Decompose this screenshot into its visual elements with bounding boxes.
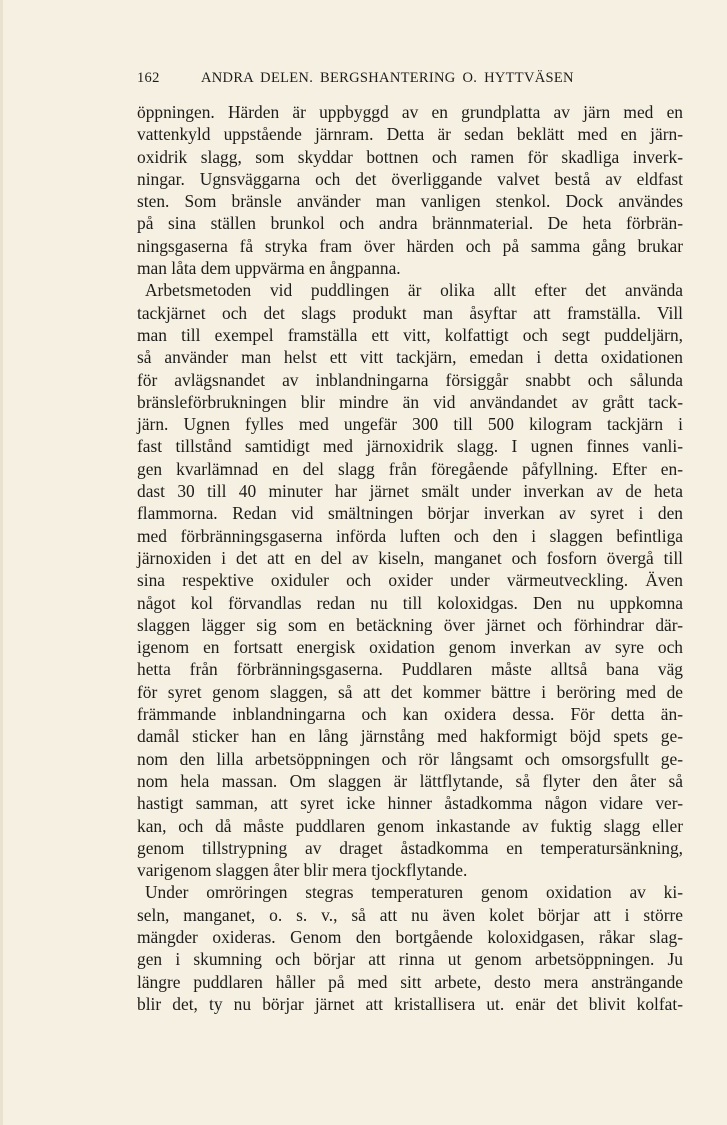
text-line: ningsgaserna få stryka fram över härden och på samma gång brukar xyxy=(137,235,683,256)
text-line: hetta från förbränningsgaserna. Puddlaren måste alltså bana väg xyxy=(137,659,683,680)
text-line: främmande inblandningarna och kan oxidera dessa. För detta än- xyxy=(137,704,683,725)
text-line: bränsleförbrukningen blir mindre än vid användandet av grått tack- xyxy=(137,391,683,412)
text-line: järn. Ugnen fylles med ungefär 300 till 500 kilogram tackjärn i xyxy=(137,414,683,435)
text-line: med förbränningsgaserna införda luften och den i slaggen befintliga xyxy=(137,525,683,546)
text-line: gen kvarlämnad en del slagg från föregående påfyllning. Efter en- xyxy=(137,458,683,479)
text-line: gen i skumning och börjar att rinna ut genom arbetsöppningen. Ju xyxy=(137,949,683,970)
text-line: för syret genom slaggen, så att det kommer bättre i beröring med de xyxy=(137,681,683,702)
text-line: på sina ställen brunkol och andra brännmaterial. De heta förbrän- xyxy=(137,213,683,234)
text-line: nom hela massan. Om slaggen är lättflytande, så flyter den åter så xyxy=(137,770,683,791)
text-line: dast 30 till 40 minuter har järnet smält under inverkan av de heta xyxy=(137,481,683,502)
text-line: vattenkyld uppstående järnram. Detta är sedan beklätt med en järn- xyxy=(137,124,683,145)
text-line: så använder man helst ett vitt tackjärn, emedan i detta oxidationen xyxy=(137,347,683,368)
running-title: ANDRA DELEN. BERGSHANTERING O. HYTTVÄSEN xyxy=(201,70,574,86)
paragraph xyxy=(137,101,683,279)
page-edge xyxy=(0,0,3,1125)
text-line: flammorna. Redan vid smältningen börjar inverkan av syret i den xyxy=(137,503,683,524)
text-line: tackjärnet och det slags produkt man åsyftar att framställa. Vill xyxy=(137,302,683,323)
text-line: kan, och då måste puddlaren genom inkastande av fuktig slagg eller xyxy=(137,815,683,836)
text-line: seln, manganet, o. s. v., så att nu även kolet börjar att i större xyxy=(137,904,683,925)
text-line: sina respektive oxiduler och oxider under värmeutveckling. Även xyxy=(137,570,683,591)
text-line: Arbetsmetoden vid puddlingen är olika allt efter det använda xyxy=(145,280,683,301)
page-number: 162 xyxy=(137,70,160,86)
text-line: igenom en fortsatt energisk oxidation genom inverkan av syre och xyxy=(137,637,683,658)
text-line: ningar. Ugnsväggarna och det överliggande valvet bestå av eldfast xyxy=(137,168,683,189)
paragraph xyxy=(137,881,683,1015)
text-line: Under omröringen stegras temperaturen genom oxidation av ki- xyxy=(145,882,683,903)
text-line: hastigt samman, att syret icke hinner åstadkomma någon vidare ver- xyxy=(137,793,683,814)
text-line: genom tillstrypning av draget åstadkomma en temperatursänkning, xyxy=(137,837,683,858)
text-line: mängder oxideras. Genom den bortgående koloxidgasen, råkar slag- xyxy=(137,926,683,947)
text-line: längre puddlaren håller på med sitt arbete, desto mera ansträngande xyxy=(137,971,683,992)
text-line: sten. Som bränsle använder man vanligen stenkol. Dock användes xyxy=(137,191,683,212)
text-line: nom den lilla arbetsöppningen och rör långsamt och omsorgsfullt ge- xyxy=(137,748,683,769)
text-line: slaggen lägger sig som en betäckning över järnet och förhindrar där- xyxy=(137,614,683,635)
text-line: blir det, ty nu börjar järnet att kristallisera ut. enär det blivit kolfat- xyxy=(137,993,683,1014)
text-line: järnoxiden i det att en del av kiseln, manganet och fosforn övergå till xyxy=(137,547,683,568)
page-body-text xyxy=(137,101,683,1015)
text-line: man låta dem uppvärma en ångpanna. xyxy=(137,258,401,279)
text-line: varigenom slaggen åter blir mera tjockflytande. xyxy=(137,860,468,881)
text-line: öppningen. Härden är uppbyggd av en grundplatta av järn med en xyxy=(137,102,683,122)
text-line: man till exempel framställa ett vitt, kolfattigt och segt puddeljärn, xyxy=(137,324,683,345)
text-line: något kol förvandlas redan nu till koloxidgas. Den nu uppkomna xyxy=(137,592,683,613)
text-line: för avlägsnandet av inblandningarna försiggår snabbt och sålunda xyxy=(137,369,683,390)
text-line: damål sticker han en lång järnstång med hakformigt böjd spets ge- xyxy=(137,726,683,747)
paragraph xyxy=(137,279,683,881)
text-line: oxidrik slagg, som skyddar bottnen och ramen för skadliga inverk- xyxy=(137,146,683,167)
text-line: fast tillstånd samtidigt med järnoxidrik slagg. I ugnen finnes vanli- xyxy=(137,436,683,457)
